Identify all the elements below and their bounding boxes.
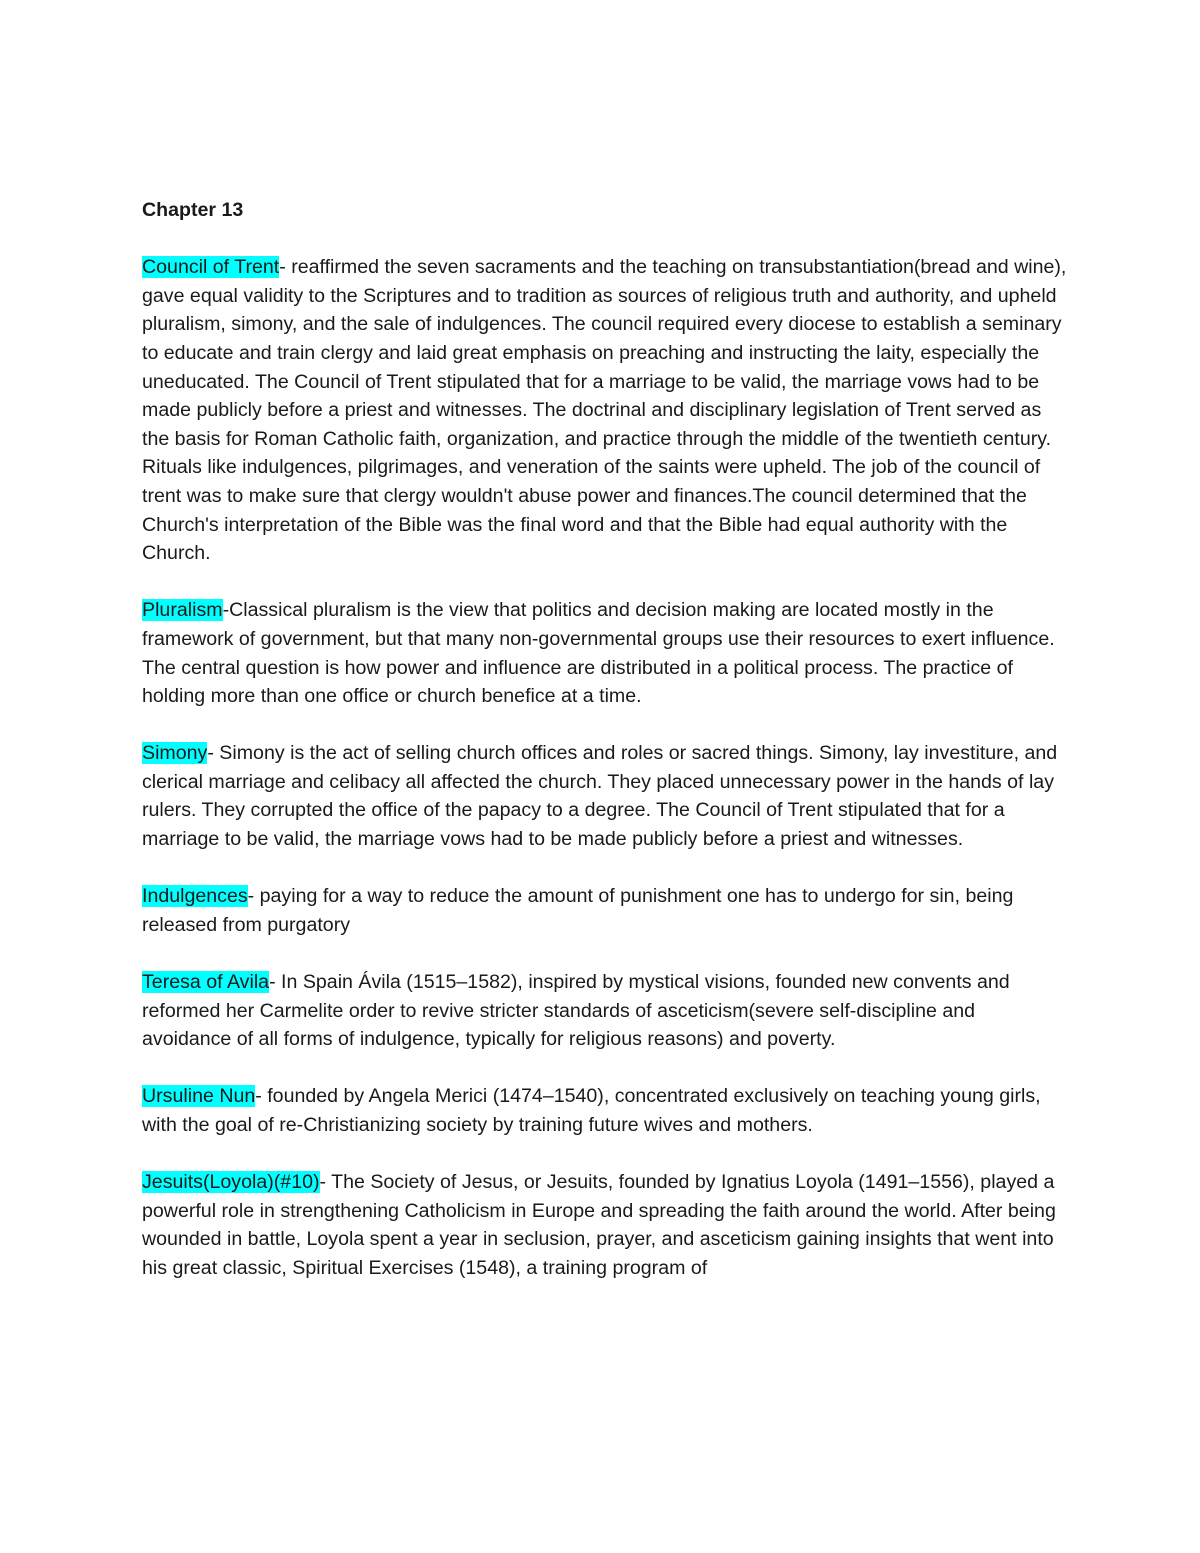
definition-teresa-of-avila: - In Spain Ávila (1515–1582), inspired by mystical visions, founded new convents and reformed her Carmelite order to revive stricter standards of asceticism(severe self-discipline and avoidance of all forms of indulgence, typically for religious reasons) and poverty. (142, 971, 1010, 1051)
entry-simony (142, 739, 1067, 853)
entry-indulgences (142, 882, 1067, 939)
definition-pluralism: -Classical pluralism is the view that politics and decision making are located mostly in the framework of government, but that many non-governmental groups use their resources to exert influence. The central question is how power and influence are distributed in a political process. The practice of holding more than one office or church benefice at a time. (142, 599, 1055, 708)
term-indulgences: Indulgences (142, 885, 248, 908)
entry-jesuits (142, 1168, 1067, 1282)
definition-council-of-trent: - reaffirmed the seven sacraments and the teaching on transubstantiation(bread and wine), gave equal validity to the Scriptures and to tradition as sources of religious truth and authority, and upheld pluralism, simony, and the sale of indulgences. The council required every diocese to establish a seminary to educate and train clergy and laid great emphasis on preaching and instructing the laity, especially the uneducated. The Council of Trent stipulated that for a marriage to be valid, the marriage vows had to be made publicly before a priest and witnesses. The doctrinal and disciplinary legislation of Trent served as the basis for Roman Catholic faith, organization, and practice through the middle of the twentieth century. Rituals like indulgences, pilgrimages, and veneration of the saints were upheld. The job of the council of trent was to make sure that clergy wouldn't abuse power and finances.The council determined that the Church's interpretation of the Bible was the final word and that the Bible had equal authority with the Church. (142, 256, 1067, 565)
term-ursuline-nun: Ursuline Nun (142, 1085, 256, 1108)
entry-teresa-of-avila (142, 968, 1067, 1054)
chapter-title: Chapter 13 (142, 199, 244, 221)
document-page (142, 196, 1067, 1311)
term-simony: Simony (142, 742, 208, 765)
definition-simony: - Simony is the act of selling church offices and roles or sacred things. Simony, lay investiture, and clerical marriage and celibacy all affected the church. They placed unnecessary power in the hands of lay rulers. They corrupted the office of the papacy to a degree. The Council of Trent stipulated that for a marriage to be valid, the marriage vows had to be made publicly before a priest and witnesses. (142, 742, 1058, 851)
term-council-of-trent: Council of Trent (142, 256, 280, 279)
entry-pluralism (142, 596, 1067, 710)
term-jesuits: Jesuits(Loyola)(#10) (142, 1171, 320, 1194)
entry-ursuline-nun (142, 1082, 1067, 1139)
definition-indulgences: - paying for a way to reduce the amount of punishment one has to undergo for sin, being released from purgatory (142, 885, 1014, 936)
entry-council-of-trent (142, 253, 1067, 568)
definition-jesuits: - The Society of Jesus, or Jesuits, founded by Ignatius Loyola (1491–1556), played a powerful role in strengthening Catholicism in Europe and spreading the faith around the world. After being wounded in battle, Loyola spent a year in seclusion, prayer, and asceticism gaining insights that went into his great classic, Spiritual Exercises (1548), a training program of (142, 1171, 1056, 1279)
definition-ursuline-nun: - founded by Angela Merici (1474–1540), concentrated exclusively on teaching young girls, with the goal of re-Christianizing society by training future wives and mothers. (142, 1085, 1041, 1136)
term-teresa-of-avila: Teresa of Avila (142, 971, 270, 994)
term-pluralism: Pluralism (142, 599, 223, 622)
